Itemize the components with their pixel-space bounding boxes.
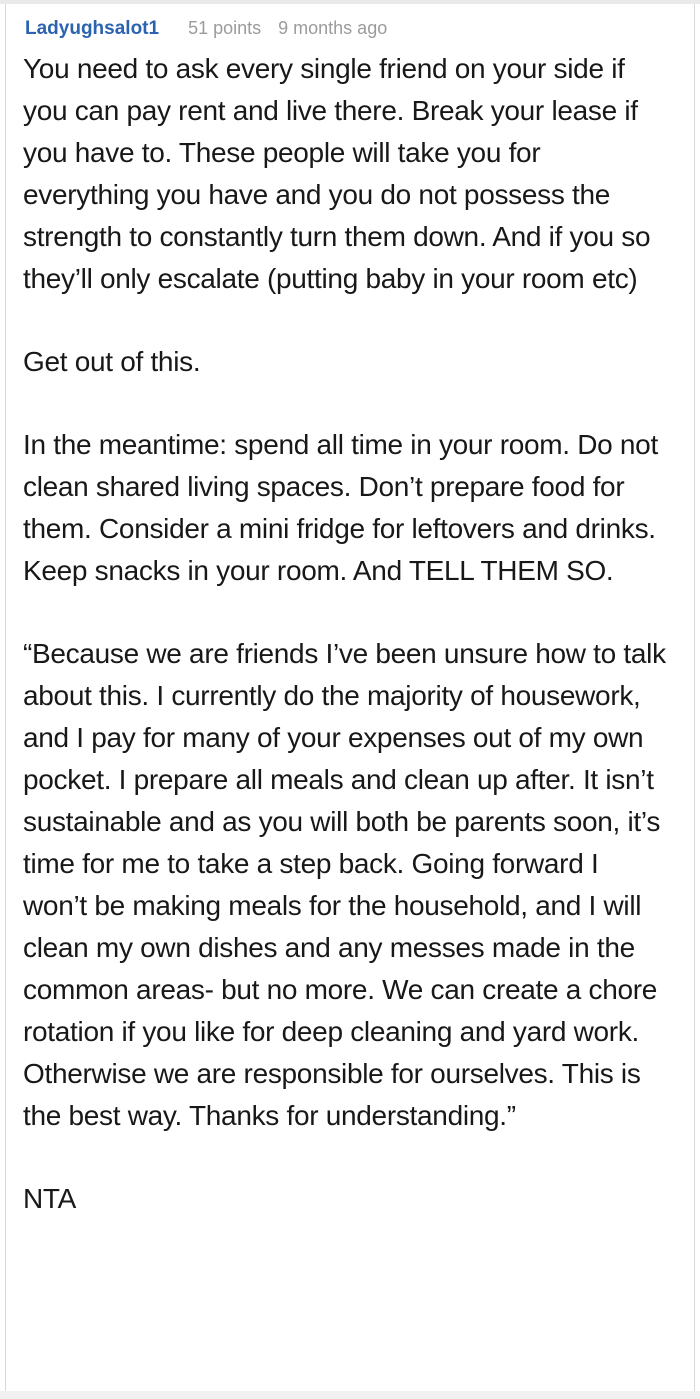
comment-author-link[interactable]: Ladyughsalot1	[25, 18, 160, 39]
bottom-divider	[0, 1391, 700, 1399]
comment-timestamp: 9 months ago	[278, 18, 388, 38]
comment-paragraph: NTA	[23, 1183, 77, 1214]
comment-paragraph: Get out of this.	[23, 346, 201, 377]
comment-paragraph: You need to ask every single friend on your side if you can pay rent and live there. Break your lease if you have to. These people will take you for everything you have and you do not possess the strength to constantly turn them down. And if you so they’ll only escalate (putting baby in your room etc)	[23, 53, 651, 294]
comment-body	[23, 48, 666, 1220]
comment-paragraph: “Because we are friends I’ve been unsure how to talk about this. I currently do the majority of housework, and I pay for many of your expenses out of my own pocket. I prepare all meals and clean up after. It isn’t sustainable and as you will both be parents soon, it’s time for me to take a step back. Going forward I won’t be making meals for the household, and I will clean my own dishes and any messes made in the common areas- but no more. We can create a chore rotation if you like for deep cleaning and yard work. Otherwise we are responsible for ourselves. This is the best way. Thanks for understanding.”	[23, 638, 666, 1131]
comment-header	[25, 18, 666, 40]
comment-points: 51 points	[188, 18, 262, 38]
comment-card-inner	[5, 4, 695, 1391]
comment-paragraph: In the meantime: spend all time in your room. Do not clean shared living spaces. Don’t prepare food for them. Consider a mini fridge for leftovers and drinks. Keep snacks in your room. And TELL THEM SO.	[23, 429, 658, 586]
